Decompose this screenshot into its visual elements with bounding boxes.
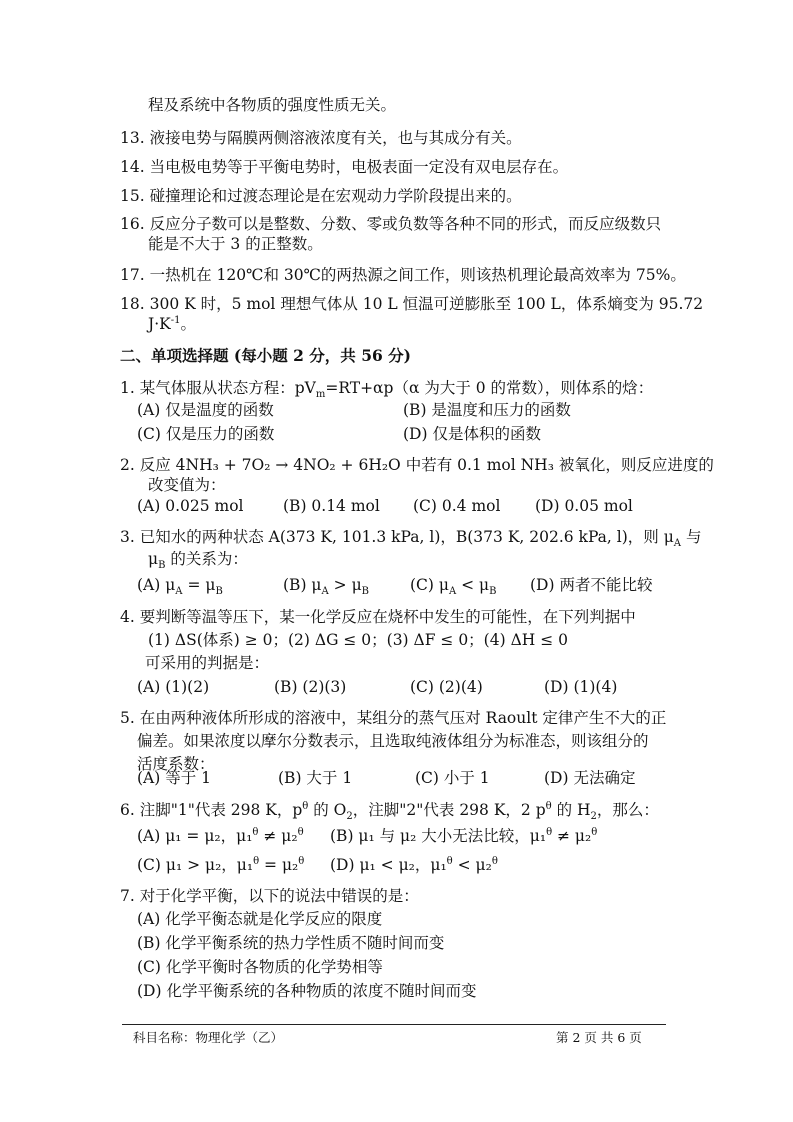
item-number: 14. [120, 158, 145, 176]
item-number: 15. [120, 187, 145, 205]
theta-superscript: θ [546, 826, 553, 838]
theta-superscript: θ [252, 826, 259, 838]
theta-superscript: θ [591, 826, 598, 838]
q7-option-c: (C) 化学平衡时各物质的化学势相等 [137, 958, 383, 976]
question-text: 对于化学平衡，以下的说法中错误的是： [139, 887, 419, 905]
q5-option-d: (D) 无法确定 [544, 769, 636, 787]
q4-option-d: (D) (1)(4) [544, 678, 618, 696]
subscript: A [448, 586, 457, 598]
question-text: 在由两种液体所形成的溶液中，某组分的蒸气压对 Raoult 定律产生不大的正 [139, 709, 667, 727]
question-number: 1. [120, 379, 135, 397]
q7-option-a: (A) 化学平衡态就是化学反应的限度 [137, 910, 383, 928]
q6-option-b [330, 826, 597, 846]
question-4-cont: 可采用的判据是： [145, 654, 270, 672]
question-2 [120, 455, 714, 475]
footer-page-number: 第 2 页 共 6 页 [556, 1030, 642, 1045]
q2-option-a: (A) 0.025 mol [137, 497, 244, 515]
question-text: 反应 4NH₃ + 7O₂ → 4NO₂ + 6H₂O 中若有 0.1 mol NH₃ 被氧化，则反应进度的 [139, 456, 714, 474]
option-text: ≠ μ₂ [552, 827, 592, 845]
item-number: 13. [120, 129, 145, 147]
subscript: 2 [590, 811, 597, 823]
question-5 [120, 708, 666, 728]
item-text: 碰撞理论和过渡态理论是在宏观动力学阶段提出来的。 [149, 187, 522, 205]
question-number: 2. [120, 456, 135, 474]
option-text: (A) μ₁ = μ₂，μ₁ [137, 827, 253, 845]
question-2-cont: 改变值为： [148, 476, 226, 494]
q3-option-a [137, 575, 223, 598]
q7-option-d: (D) 化学平衡系统的各种物质的浓度不随时间而变 [137, 982, 477, 1000]
q6-option-c [137, 855, 304, 875]
question-text: 的 O [308, 801, 347, 819]
question-number: 3. [120, 528, 135, 546]
subscript: A [321, 586, 329, 598]
subscript: B [215, 586, 223, 598]
subscript: B [489, 586, 497, 598]
q3-option-c [410, 575, 497, 598]
footer-subject: 科目名称：物理化学（乙） [133, 1030, 284, 1045]
item-number: 16. [120, 215, 145, 233]
tf-item-18-cont [148, 314, 196, 334]
q1-option-b: (B) 是温度和压力的函数 [403, 401, 571, 419]
theta-superscript: θ [298, 855, 305, 867]
q5-option-a: (A) 等于 1 [137, 769, 212, 787]
question-3 [120, 527, 702, 550]
unit-superscript: -1 [170, 314, 181, 326]
theta-superscript: θ [302, 800, 309, 812]
question-text-tail: =RT+αp（α 为大于 0 的常数），则体系的焓： [325, 379, 654, 397]
continuation-text: 程及系统中各物质的强度性质无关。 [148, 96, 397, 114]
tf-item-18 [120, 294, 703, 314]
question-text-tail: 与 [681, 528, 702, 546]
option-text: = μ₂ [259, 856, 299, 874]
item-text: 300 K 时，5 mol 理想气体从 10 L 恒温可逆膨胀至 100 L，体系熵变为 95.72 [149, 295, 704, 313]
question-3-cont [148, 549, 248, 572]
q5-option-c: (C) 小于 1 [415, 769, 490, 787]
option-text: (B) μ₁ 与 μ₂ 大小无法比较，μ₁ [330, 827, 547, 845]
subscript: B [158, 560, 166, 572]
item-text: 反应分子数可以是整数、分数、零或负数等各种不同的形式，而反应级数只 [149, 215, 662, 233]
subscript: 2 [346, 811, 353, 823]
mu-symbol: μ [148, 550, 159, 568]
q4-option-a: (A) (1)(2) [137, 678, 210, 696]
q6-option-d [330, 855, 498, 875]
question-5-cont-2: 活度系数： [137, 755, 215, 773]
question-number: 6. [120, 801, 135, 819]
option-text: (C) μ [410, 576, 449, 594]
item-text-cont: 能是不大于 3 的正整数。 [148, 235, 323, 253]
question-text-tail: 的关系为： [165, 550, 248, 568]
q3-option-d: (D) 两者不能比较 [530, 576, 653, 594]
subscript: B [361, 586, 370, 598]
theta-superscript: θ [545, 800, 552, 812]
subscript: m [315, 389, 326, 401]
tf-item-13 [120, 128, 522, 148]
question-text: ，注脚"2"代表 298 K，2 p [352, 801, 546, 819]
question-6 [120, 800, 659, 823]
option-text: > μ [328, 576, 362, 594]
q2-option-b: (B) 0.14 mol [283, 497, 380, 515]
option-text: = μ [182, 576, 216, 594]
question-text: 某气体服从状态方程：pV [139, 379, 316, 397]
question-4-criteria: (1) ΔS(体系) ≥ 0；(2) ΔG ≤ 0；(3) ΔF ≤ 0；(4) ΔH ≤ 0 [148, 631, 568, 649]
theta-superscript: θ [491, 855, 498, 867]
q1-option-a: (A) 仅是温度的函数 [137, 401, 274, 419]
q7-option-b: (B) 化学平衡系统的热力学性质不随时间而变 [137, 934, 445, 952]
option-text: (A) μ [137, 576, 176, 594]
tf-item-15 [120, 186, 522, 206]
q4-option-b: (B) (2)(3) [274, 678, 347, 696]
subscript: A [175, 586, 183, 598]
option-text: (B) μ [283, 576, 322, 594]
item-text: 一热机在 120℃和 30℃的两热源之间工作，则该热机理论最高效率为 75%。 [149, 266, 686, 284]
option-text: < μ₂ [452, 856, 492, 874]
item-text: 液接电势与隔膜两侧溶液浓度有关，也与其成分有关。 [149, 129, 522, 147]
tf-item-16 [120, 214, 661, 234]
q1-option-c: (C) 仅是压力的函数 [137, 425, 275, 443]
question-text-tail: ，那么： [596, 801, 659, 819]
q2-option-c: (C) 0.4 mol [413, 497, 501, 515]
question-text: 已知水的两种状态 A(373 K, 101.3 kPa, l)，B(373 K, 202.6 kPa, l)，则 μ [139, 528, 674, 546]
q4-option-c: (C) (2)(4) [410, 678, 483, 696]
continuation-line [148, 95, 396, 115]
footer-divider [122, 1024, 666, 1025]
subscript: A [673, 538, 682, 550]
q6-option-a [137, 826, 304, 846]
option-text: ≠ μ₂ [258, 827, 298, 845]
option-text: (C) μ₁ > μ₂，μ₁ [137, 856, 254, 874]
theta-superscript: θ [253, 855, 260, 867]
item-text: 当电极电势等于平衡电势时，电极表面一定没有双电层存在。 [149, 158, 569, 176]
q1-option-d: (D) 仅是体积的函数 [403, 425, 541, 443]
tf-item-17 [120, 265, 686, 285]
question-text: 注脚"1"代表 298 K，p [139, 801, 303, 819]
theta-superscript: θ [297, 826, 304, 838]
question-7 [120, 886, 419, 906]
tf-item-14 [120, 157, 568, 177]
theta-superscript: θ [446, 855, 453, 867]
question-5-cont-1: 偏差。如果浓度以摩尔分数表示，且选取纯液体组分为标准态，则该组分的 [137, 732, 649, 750]
question-text: 的 H [551, 801, 591, 819]
question-number: 7. [120, 887, 135, 905]
q3-option-b [283, 575, 370, 598]
item-number: 17. [120, 266, 145, 284]
question-1 [120, 378, 654, 401]
q5-option-b: (B) 大于 1 [278, 769, 353, 787]
item-text-end: 。 [180, 315, 196, 333]
item-number: 18. [120, 295, 145, 313]
question-number: 4. [120, 608, 135, 626]
question-number: 5. [120, 709, 135, 727]
section-heading: 二、单项选择题 (每小题 2 分，共 56 分) [120, 346, 412, 365]
question-4 [120, 607, 636, 627]
option-text: (D) μ₁ < μ₂，μ₁ [330, 856, 447, 874]
item-text-cont: J·K [148, 315, 171, 333]
option-text: < μ [456, 576, 490, 594]
q2-option-d: (D) 0.05 mol [535, 497, 633, 515]
tf-item-16-cont [148, 234, 323, 254]
question-text: 要判断等温等压下，某一化学反应在烧杯中发生的可能性，在下列判据中 [139, 608, 636, 626]
